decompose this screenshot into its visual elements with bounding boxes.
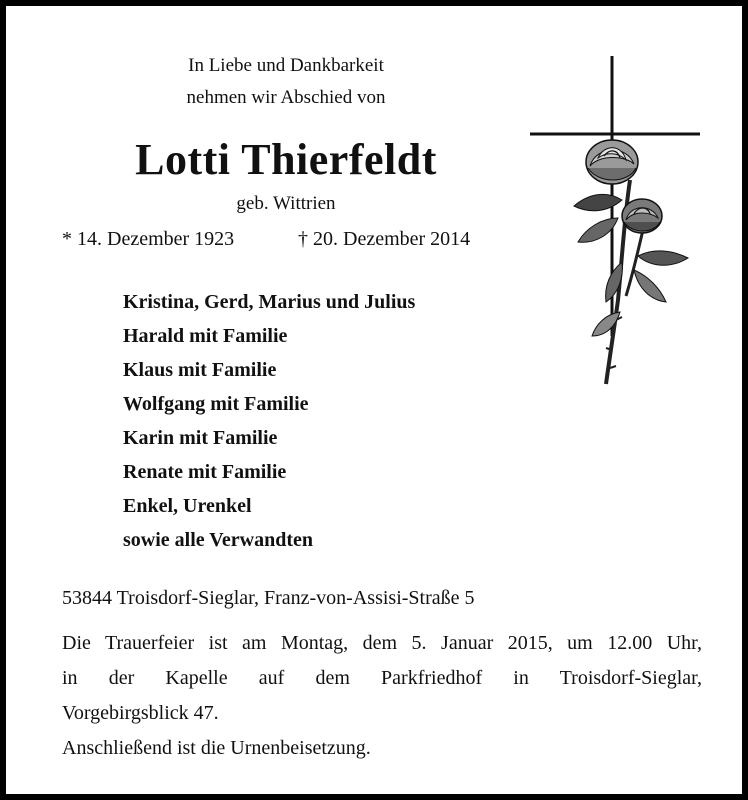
mourner-line: Wolfgang mit Familie (123, 393, 309, 415)
deceased-name: Lotti Thierfeldt (135, 135, 437, 184)
mourner-line: Kristina, Gerd, Marius und Julius (123, 291, 416, 313)
mourner-line: sowie alle Verwandten (123, 529, 313, 551)
ceremony-line-3: Vorgebirgsblick 47. (62, 702, 219, 724)
life-dates (62, 228, 522, 251)
intro-line-2: nehmen wir Abschied von (186, 87, 386, 108)
ceremony-info (62, 626, 702, 731)
death-date: † 20. Dezember 2014 (298, 228, 471, 250)
family-address: 53844 Troisdorf-Sieglar, Franz-von-Assisi-Straße 5 (62, 587, 475, 609)
cross-with-roses-icon (526, 50, 706, 390)
urn-burial-note: Anschließend ist die Urnenbeisetzung. (62, 737, 371, 759)
maiden-name: geb. Wittrien (236, 193, 336, 214)
birth-date: * 14. Dezember 1923 (62, 228, 235, 250)
intro-text (126, 50, 446, 114)
mourner-line: Enkel, Urenkel (123, 495, 252, 517)
mourner-line: Klaus mit Familie (123, 359, 277, 381)
mourner-line: Renate mit Familie (123, 461, 287, 483)
mourner-line: Karin mit Familie (123, 427, 278, 449)
mourners-list (123, 285, 415, 557)
ceremony-line-1: Die Trauerfeier ist am Montag, dem 5. Januar 2015, um 12.00 Uhr, (62, 632, 702, 654)
ceremony-line-2: in der Kapelle auf dem Parkfriedhof in Troisdorf-Sieglar, (62, 667, 702, 689)
intro-line-1: In Liebe und Dankbarkeit (188, 55, 384, 76)
mourner-line: Harald mit Familie (123, 325, 288, 347)
